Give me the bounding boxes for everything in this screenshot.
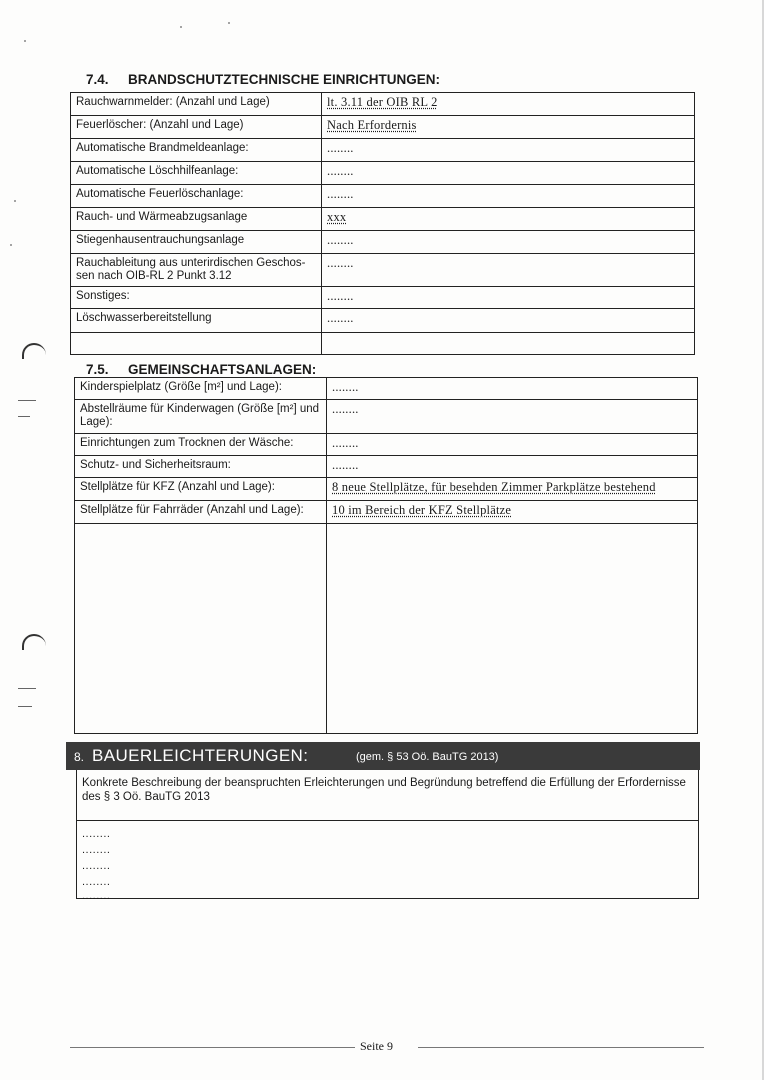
- blank-cell: [327, 524, 698, 734]
- form-row: [71, 93, 695, 116]
- form-row: [71, 231, 695, 254]
- form-row: [71, 162, 695, 185]
- form-row: [71, 116, 695, 139]
- fire-protection-table: [70, 92, 695, 355]
- section-heading-7-5: [86, 362, 316, 377]
- page-number: Seite 9: [360, 1039, 393, 1053]
- row-value: [322, 333, 695, 355]
- section-title: BAUERLEICHTERUNGEN:: [92, 746, 309, 765]
- section-title: BRANDSCHUTZTECHNISCHE EINRICHTUNGEN:: [128, 72, 440, 87]
- row-value: xxx: [322, 208, 695, 231]
- row-label: Rauchableitung aus unterirdischen Geschos-sen nach OIB-RL 2 Punkt 3.12: [71, 254, 322, 287]
- fill-in-line: ........: [82, 844, 111, 856]
- section-number: 7.4.: [86, 72, 109, 87]
- scan-speck: [14, 200, 16, 202]
- row-value: ........: [327, 456, 698, 478]
- binder-mark: [18, 400, 36, 401]
- row-label: Einrichtungen zum Trocknen der Wäsche:: [75, 434, 327, 456]
- row-value: 8 neue Stellplätze, für besehden Zimmer Parkplätze bestehend: [327, 478, 698, 501]
- row-label: Löschwasserbereitstellung: [71, 309, 322, 333]
- fill-in-line: ........: [82, 828, 111, 840]
- fill-in-line: ........: [82, 860, 111, 872]
- fill-in-line: ........: [82, 890, 111, 902]
- row-label: Schutz- und Sicherheitsraum:: [75, 456, 327, 478]
- row-label: Automatische Feuerlöschanlage:: [71, 185, 322, 208]
- scan-speck: [180, 26, 182, 28]
- form-row: [71, 139, 695, 162]
- form-row: [71, 208, 695, 231]
- divider: [77, 820, 698, 821]
- form-row: [75, 378, 698, 400]
- row-value: ........: [327, 400, 698, 434]
- section-banner-8: [66, 742, 700, 770]
- scan-speck: [228, 22, 230, 24]
- building-relief-box: [76, 770, 699, 902]
- form-row: [75, 478, 698, 501]
- punch-hole-mark: [22, 343, 46, 359]
- row-value: ........: [327, 378, 698, 400]
- row-value: Nach Erfordernis: [322, 116, 695, 139]
- scan-speck: [24, 40, 26, 42]
- form-row: [75, 434, 698, 456]
- form-row: [75, 400, 698, 434]
- blank-cell: [75, 524, 327, 734]
- form-row: [71, 309, 695, 333]
- footer-rule-left: [70, 1047, 355, 1048]
- relief-description: Konkrete Beschreibung der beanspruchten Erleichterungen und Begründung betreffend die Erfüllung der Erfordernisse des § 3 Oö. BauTG 2013: [82, 777, 686, 803]
- section-heading-7-4: [86, 72, 440, 87]
- form-row: [71, 287, 695, 309]
- row-value: 10 im Bereich der KFZ Stellplätze: [327, 501, 698, 524]
- row-label: Rauch- und Wärmeabzugsanlage: [71, 208, 322, 231]
- row-value: ........: [322, 185, 695, 208]
- form-row: [71, 185, 695, 208]
- section-number: 8.: [74, 750, 85, 764]
- row-label: Kinderspielplatz (Größe [m²] und Lage):: [75, 378, 327, 400]
- row-value: ........: [327, 434, 698, 456]
- binder-mark: [18, 706, 32, 707]
- row-label: Rauchwarnmelder: (Anzahl und Lage): [71, 93, 322, 116]
- form-row: [71, 333, 695, 355]
- row-label: Abstellräume für Kinderwagen (Größe [m²] und Lage):: [75, 400, 327, 434]
- form-row: [75, 456, 698, 478]
- row-label: Sonstiges:: [71, 287, 322, 309]
- blank-row: [75, 524, 698, 734]
- row-value: ........: [322, 309, 695, 333]
- row-label: [71, 333, 322, 355]
- row-value: ........: [322, 162, 695, 185]
- row-label: Stellplätze für KFZ (Anzahl und Lage):: [75, 478, 327, 501]
- row-value: ........: [322, 287, 695, 309]
- section-reference: (gem. § 53 Oö. BauTG 2013): [356, 751, 499, 763]
- row-label: Stiegenhausentrauchungsanlage: [71, 231, 322, 254]
- fill-in-line: ........: [82, 876, 111, 888]
- row-label: Automatische Brandmeldeanlage:: [71, 139, 322, 162]
- row-value: ........: [322, 254, 695, 287]
- form-row: [71, 254, 695, 287]
- punch-hole-mark: [22, 634, 46, 650]
- row-value: lt. 3.11 der OIB RL 2: [322, 93, 695, 116]
- row-label: Stellplätze für Fahrräder (Anzahl und Lage):: [75, 501, 327, 524]
- row-label: Feuerlöscher: (Anzahl und Lage): [71, 116, 322, 139]
- footer-rule-right: [418, 1047, 704, 1048]
- form-row: [75, 501, 698, 524]
- section-title: GEMEINSCHAFTSANLAGEN:: [128, 362, 317, 377]
- section-number: 7.5.: [86, 362, 109, 377]
- community-facilities-table: [74, 377, 698, 734]
- row-value: ........: [322, 231, 695, 254]
- scan-speck: [10, 244, 12, 246]
- row-label: Automatische Löschhilfeanlage:: [71, 162, 322, 185]
- binder-mark: [18, 688, 36, 689]
- binder-mark: [18, 416, 30, 417]
- row-value: ........: [322, 139, 695, 162]
